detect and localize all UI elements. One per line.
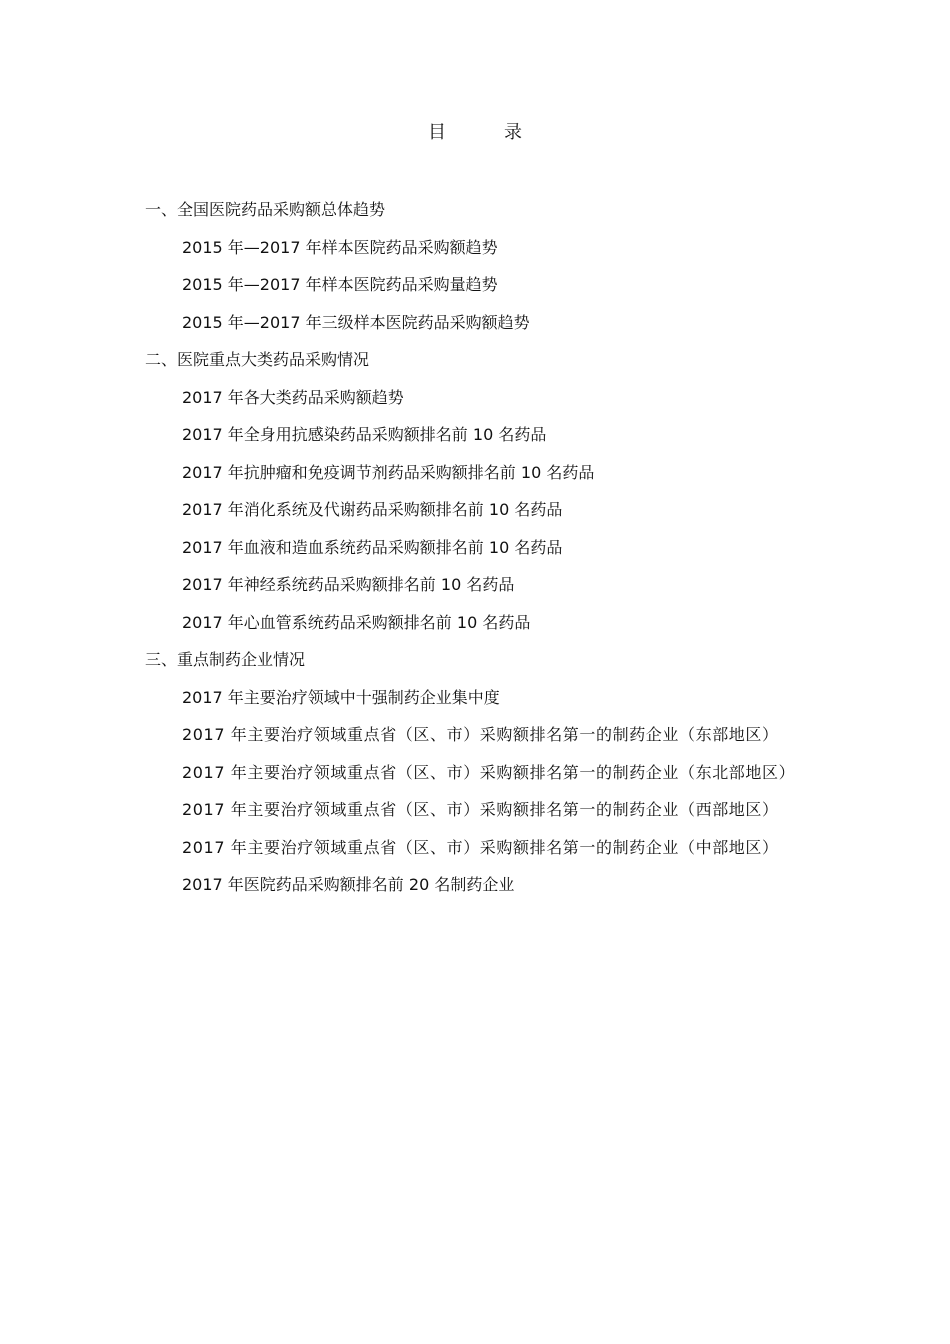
toc-entry[interactable]: 2017 年神经系统药品采购额排名前 10 名药品 xyxy=(182,575,515,594)
toc-entry[interactable]: 2017 年主要治疗领域重点省（区、市）采购额排名第一的制药企业（东北部地区） xyxy=(182,762,796,782)
toc-title: 目 录 xyxy=(428,122,542,143)
toc-entry[interactable]: 2015 年—2017 年样本医院药品采购量趋势 xyxy=(182,275,498,294)
toc-entry[interactable]: 2017 年医院药品采购额排名前 20 名制药企业 xyxy=(182,875,515,894)
table-of-contents xyxy=(145,191,815,904)
toc-entry[interactable]: 2017 年主要治疗领域中十强制药企业集中度 xyxy=(182,687,500,707)
toc-entry[interactable]: 2017 年血液和造血系统药品采购额排名前 10 名药品 xyxy=(182,537,563,557)
toc-entry[interactable]: 2017 年主要治疗领域重点省（区、市）采购额排名第一的制药企业（西部地区） xyxy=(182,800,779,819)
toc-entry[interactable]: 2015 年—2017 年三级样本医院药品采购额趋势 xyxy=(182,312,530,332)
toc-entry[interactable]: 2015 年—2017 年样本医院药品采购额趋势 xyxy=(182,237,498,257)
toc-entry[interactable]: 2017 年抗肿瘤和免疫调节剂药品采购额排名前 10 名药品 xyxy=(182,462,595,482)
toc-section-heading[interactable]: 二、医院重点大类药品采购情况 xyxy=(145,350,370,369)
toc-section-heading[interactable]: 三、重点制药企业情况 xyxy=(145,650,306,669)
toc-entry[interactable]: 2017 年心血管系统药品采购额排名前 10 名药品 xyxy=(182,612,531,632)
toc-entry[interactable]: 2017 年各大类药品采购额趋势 xyxy=(182,387,404,407)
toc-entry[interactable]: 2017 年消化系统及代谢药品采购额排名前 10 名药品 xyxy=(182,500,563,519)
toc-entry[interactable]: 2017 年全身用抗感染药品采购额排名前 10 名药品 xyxy=(182,425,547,444)
toc-entry[interactable]: 2017 年主要治疗领域重点省（区、市）采购额排名第一的制药企业（东部地区） xyxy=(182,725,779,744)
toc-entry[interactable]: 2017 年主要治疗领域重点省（区、市）采购额排名第一的制药企业（中部地区） xyxy=(182,837,779,857)
toc-section-heading[interactable]: 一、全国医院药品采购额总体趋势 xyxy=(145,200,386,219)
